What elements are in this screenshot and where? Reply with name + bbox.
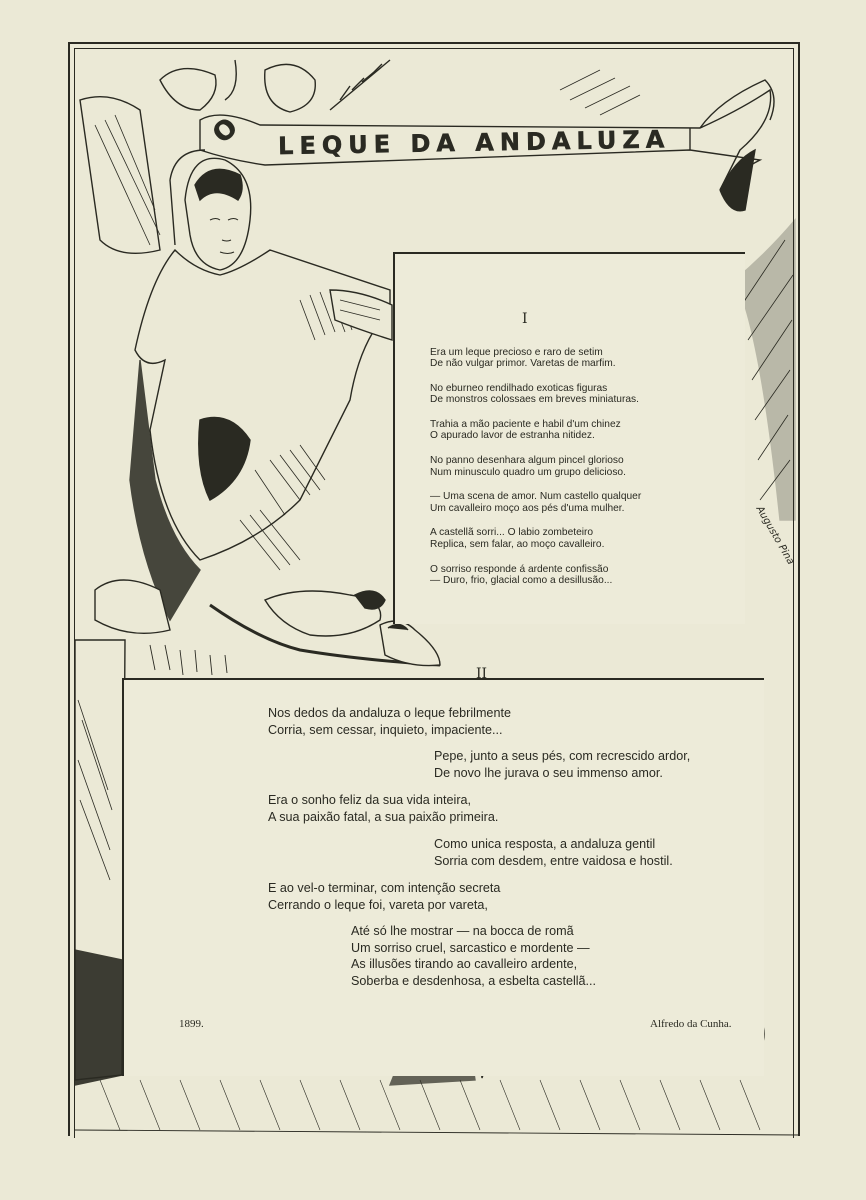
verse-line: Nos dedos da andaluza o leque febrilmente (268, 706, 511, 720)
poem-date: 1899. (179, 1018, 204, 1030)
verse-line: Como unica resposta, a andaluza gentil (434, 837, 656, 851)
verse-line: O sorriso responde á ardente confissão (430, 563, 609, 575)
verse-line: Era um leque precioso e raro de setim (430, 347, 603, 358)
verse-line: Pepe, junto a seus pés, com recrescido ardor, (434, 749, 691, 763)
stanza (268, 705, 511, 738)
verse-line: Cerrando o leque foi, vareta por vareta, (268, 897, 488, 912)
section-numeral-1: I (522, 311, 528, 327)
verse-line: E ao vel-o terminar, com intenção secreta (268, 881, 501, 895)
verse-line: Um cavalleiro moço aos pés d'uma mulher. (430, 502, 625, 514)
illustrator-signature: Augusto Pina (753, 504, 796, 567)
verse-line: — Duro, frio, glacial como a desillusão... (430, 574, 613, 586)
verse-line: De não vulgar primor. Varetas de marfim. (430, 358, 616, 370)
verse-line: No eburneo rendilhado exoticas figuras (430, 383, 608, 395)
verse-line: Trahia a mão paciente e habil d'um chinez (430, 419, 621, 431)
verse-line: No panno desenhara algum pincel glorioso (430, 455, 624, 467)
stanza (430, 419, 730, 442)
verse-line: O apurado lavor de estranha nitidez. (430, 430, 595, 442)
verse-line: Soberba e desdenhosa, a esbelta castellã... (351, 973, 597, 988)
verse-line: As illusões tirando ao cavalleiro ardente, (351, 957, 578, 971)
verse-line: — Uma scena de amor. Num castello qualquer (430, 491, 642, 503)
section-numeral-2: II (476, 666, 488, 682)
stanza (430, 383, 730, 406)
stanza (351, 923, 596, 989)
verse-line: Até só lhe mostrar — na bocca de romã (351, 924, 574, 938)
stanza (434, 836, 673, 869)
verse-line: De novo lhe jurava o seu immenso amor. (434, 765, 663, 780)
verse-line: Sorria com desdem, entre vaidosa e hostil. (434, 853, 673, 868)
poem-author: Alfredo da Cunha. (650, 1018, 732, 1030)
stanza (430, 564, 730, 587)
stanza (268, 880, 500, 913)
title-prefix: O (207, 108, 249, 150)
verse-line: A sua paixão fatal, a sua paixão primeira. (268, 809, 499, 824)
verse-line: Corria, sem cessar, inquieto, impaciente... (268, 722, 503, 737)
verse-line: Era o sonho feliz da sua vida inteira, (268, 793, 472, 807)
verse-line: Num minusculo quadro um grupo delicioso. (430, 466, 626, 478)
verse-line: De monstros colossaes em breves miniaturas. (430, 394, 639, 406)
poem-part-1 (430, 347, 730, 600)
stanza (430, 347, 730, 370)
stanza (430, 527, 730, 550)
title-main: LEQUE DA ANDALUZA (277, 125, 671, 161)
verse-line: A castellã sorri... O labio zombeteiro (430, 527, 594, 539)
verse-line: Um sorriso cruel, sarcastico e mordente — (351, 940, 590, 955)
stanza (434, 748, 690, 781)
stanza (430, 455, 730, 478)
stanza (268, 792, 498, 825)
verse-line: Replica, sem falar, ao moço cavalleiro. (430, 538, 605, 550)
stanza (430, 491, 730, 514)
